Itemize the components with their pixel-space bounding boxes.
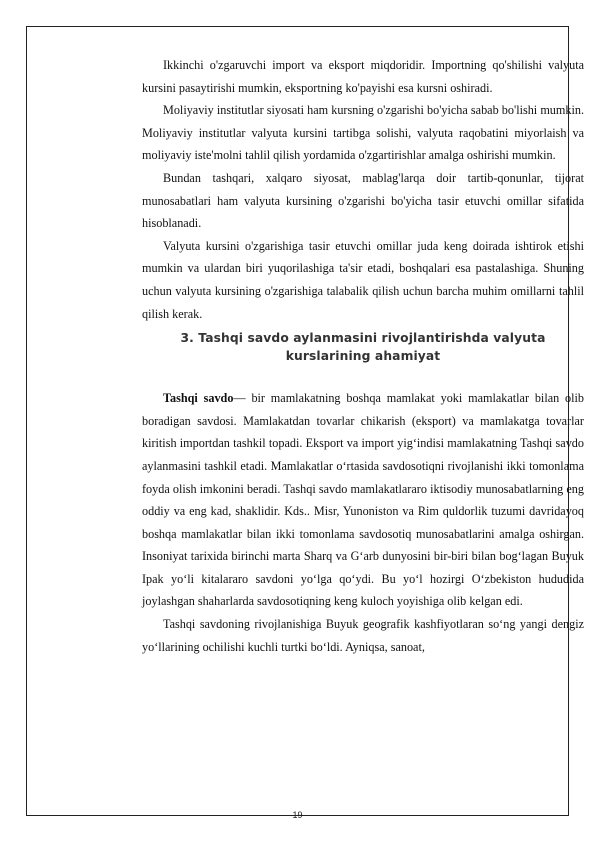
paragraph-international-policy: Bundan tashqari, xalqaro siyosat, mablag'larqa doir tartib-qonunlar, tijorat munosabatlari ham valyuta kursining o'zgarishi bo'yicha tasir etuvchi omillar sifatida hisoblanadi. xyxy=(142,170,584,231)
paragraph-foreign-trade-definition xyxy=(142,387,584,613)
page-number: 19 xyxy=(292,810,303,820)
document-page xyxy=(26,26,584,820)
paragraph-factors: Valyuta kursini o'zgarishiga tasir etuvchi omillar juda keng doirada ishtirok etishi mumkin va ulardan biri yuqorilashiga ta'sir etadi, boshqalari esa pastalashiga. Shuning uchun valyuta kursining o'zgarishiga talabalik qilish uchun barcha muhim omillarni tahlil qilish kerak. xyxy=(142,238,584,321)
page-content xyxy=(142,54,584,658)
section-gap xyxy=(142,377,584,387)
term-definition-text: — bir mamlakatning boshqa mamlakat yoki mamlakatlar bilan olib boradigan savdosi. Mamlakatdan tovarlar chikarish (eksport) va mamlakatga tovarlar kiritish importdan tashkil topadi. Eksport va import yig‘indisi mamlakatning Tashqi savdo aylanmasini tashkil etadi. Mamlakatlar o‘rtasida savdosotiqni rivojlanishi ikki tomonlama foyda olish imkonini beradi. Tashqi savdo mamlakatlararo iktisodiy munosabatlarning eng oddiy va eng kad, shaklidir. Kds.. Misr, Yunoniston va Rim quldorlik tuzumi davridayoq boshqa mamlakatlar bilan ikki tomonlama savdosotiq munosabatlarini amalga oshirgan. Insoniyat tarixida birinchi marta Sharq va G‘arb dunyosini bir-biri bilan bog‘lagan Buyuk Ipak yo‘li kitalararo savdoni yo‘lga qo‘ydi. Bu yo‘l hozirgi O‘zbekiston hududida joylashgan shaharlarda savdosotiqning keng kuloch yoyishiga olib kelgan edi. xyxy=(142,391,584,609)
paragraph-trade-development: Tashqi savdoning rivojlanishiga Buyuk geografik kashfiyotlaran so‘ng yangi dengiz yo‘llarining ochilishi kuchli turtki bo‘ldi. Ayniqsa, sanoat, xyxy=(142,617,584,654)
paragraph-financial-institutions: Moliyaviy institutlar siyosati ham kursning o'zgarishi bo'yicha sabab bo'lishi mumkin. Moliyaviy institutlar valyuta kursini tartibga solishi, valyuta raqobatini miyorlaish va moliyaviy iste'molni tahlil qilish yordamida o'zgartirishlar amalga oshirishi mumkin. xyxy=(142,103,584,163)
section-heading: 3. Tashqi savdo aylanmasini rivojlantirishda valyuta kurslarining ahamiyat xyxy=(180,331,546,364)
term-foreign-trade: Tashqi savdo xyxy=(163,391,234,406)
paragraph-import-export: Ikkinchi o'zgaruvchi import va eksport miqdoridir. Importning qo'shilishi valyuta kursini pasaytirishi mumkin, eksportning ko'payishi esa kursni oshiradi. xyxy=(142,58,584,95)
